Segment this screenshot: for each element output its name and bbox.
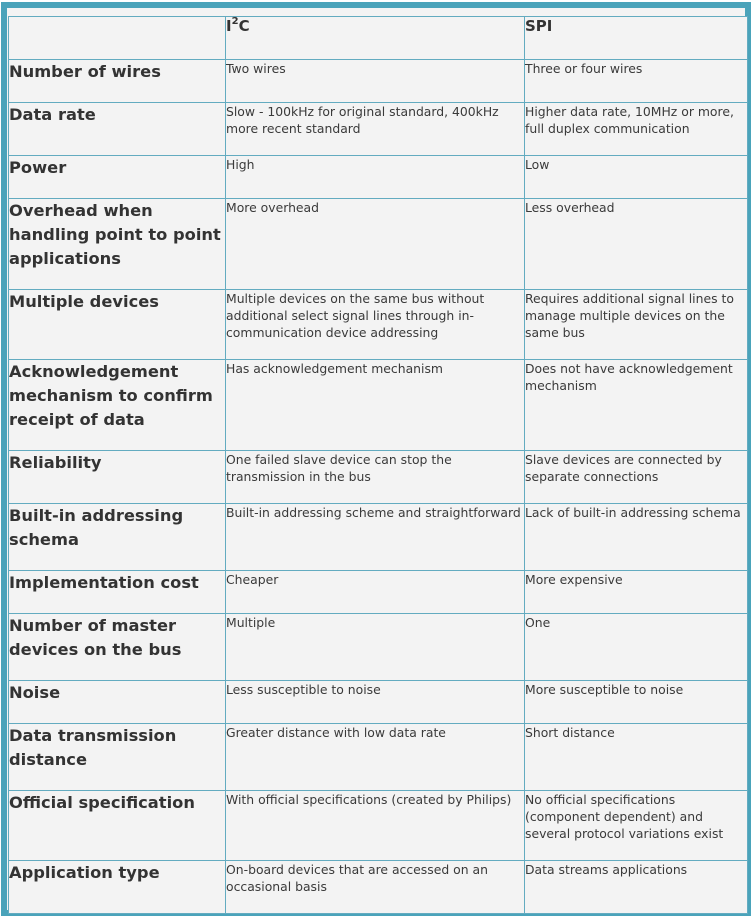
i2c-cell: High bbox=[226, 156, 525, 199]
spi-cell: Short distance bbox=[525, 724, 748, 791]
spi-cell: Data streams applications bbox=[525, 861, 748, 914]
i2c-cell: On-board devices that are accessed on an occasional basis bbox=[226, 861, 525, 914]
comparison-table bbox=[8, 16, 748, 914]
i2c-cell: Built-in addressing scheme and straightforward bbox=[226, 504, 525, 571]
feature-cell: Overhead when handling point to point applications bbox=[9, 199, 226, 290]
table-row bbox=[9, 571, 748, 614]
i2c-cell: Multiple devices on the same bus without additional select signal lines through in-communication device addressing bbox=[226, 290, 525, 360]
table-row bbox=[9, 360, 748, 451]
spi-cell: No official specifications (component dependent) and several protocol variations exist bbox=[525, 791, 748, 861]
feature-cell: Implementation cost bbox=[9, 571, 226, 614]
table-row bbox=[9, 290, 748, 360]
spi-cell: Slave devices are connected by separate connections bbox=[525, 451, 748, 504]
table-row bbox=[9, 156, 748, 199]
spi-cell: More susceptible to noise bbox=[525, 681, 748, 724]
i2c-cell: Multiple bbox=[226, 614, 525, 681]
feature-cell: Application type bbox=[9, 861, 226, 914]
header-row bbox=[9, 17, 748, 60]
feature-cell: Built-in addressing schema bbox=[9, 504, 226, 571]
spi-cell: Low bbox=[525, 156, 748, 199]
spi-cell: More expensive bbox=[525, 571, 748, 614]
table-row bbox=[9, 681, 748, 724]
feature-cell: Multiple devices bbox=[9, 290, 226, 360]
feature-cell: Reliability bbox=[9, 451, 226, 504]
table-row bbox=[9, 861, 748, 914]
table-row bbox=[9, 60, 748, 103]
spi-cell: Less overhead bbox=[525, 199, 748, 290]
i2c-cell: Cheaper bbox=[226, 571, 525, 614]
header-i2c-base: I bbox=[226, 17, 232, 35]
i2c-cell: With official specifications (created by Philips) bbox=[226, 791, 525, 861]
feature-cell: Official specification bbox=[9, 791, 226, 861]
i2c-cell: Slow - 100kHz for original standard, 400kHz more recent standard bbox=[226, 103, 525, 156]
spi-cell: Does not have acknowledgement mechanism bbox=[525, 360, 748, 451]
spi-cell: Higher data rate, 10MHz or more, full duplex communication bbox=[525, 103, 748, 156]
table-row bbox=[9, 199, 748, 290]
header-i2c-superscript: 2 bbox=[231, 16, 239, 27]
spi-cell: Requires additional signal lines to manage multiple devices on the same bus bbox=[525, 290, 748, 360]
header-feature-cell bbox=[9, 17, 226, 60]
i2c-cell: Has acknowledgement mechanism bbox=[226, 360, 525, 451]
i2c-cell: More overhead bbox=[226, 199, 525, 290]
header-i2c-tail: C bbox=[238, 17, 250, 35]
feature-cell: Data rate bbox=[9, 103, 226, 156]
table-row bbox=[9, 724, 748, 791]
feature-cell: Number of master devices on the bus bbox=[9, 614, 226, 681]
spi-cell: Three or four wires bbox=[525, 60, 748, 103]
i2c-cell: One failed slave device can stop the transmission in the bus bbox=[226, 451, 525, 504]
i2c-cell: Less susceptible to noise bbox=[226, 681, 525, 724]
feature-cell: Data transmission distance bbox=[9, 724, 226, 791]
feature-cell: Power bbox=[9, 156, 226, 199]
spi-cell: Lack of built-in addressing schema bbox=[525, 504, 748, 571]
table-row bbox=[9, 103, 748, 156]
feature-cell: Number of wires bbox=[9, 60, 226, 103]
table-row bbox=[9, 451, 748, 504]
feature-cell: Noise bbox=[9, 681, 226, 724]
header-i2c bbox=[226, 17, 525, 60]
table-row bbox=[9, 791, 748, 861]
feature-cell: Acknowledgement mechanism to confirm receipt of data bbox=[9, 360, 226, 451]
i2c-cell: Greater distance with low data rate bbox=[226, 724, 525, 791]
spi-cell: One bbox=[525, 614, 748, 681]
table-row bbox=[9, 614, 748, 681]
i2c-cell: Two wires bbox=[226, 60, 525, 103]
header-spi: SPI bbox=[525, 17, 748, 60]
table-row bbox=[9, 504, 748, 571]
